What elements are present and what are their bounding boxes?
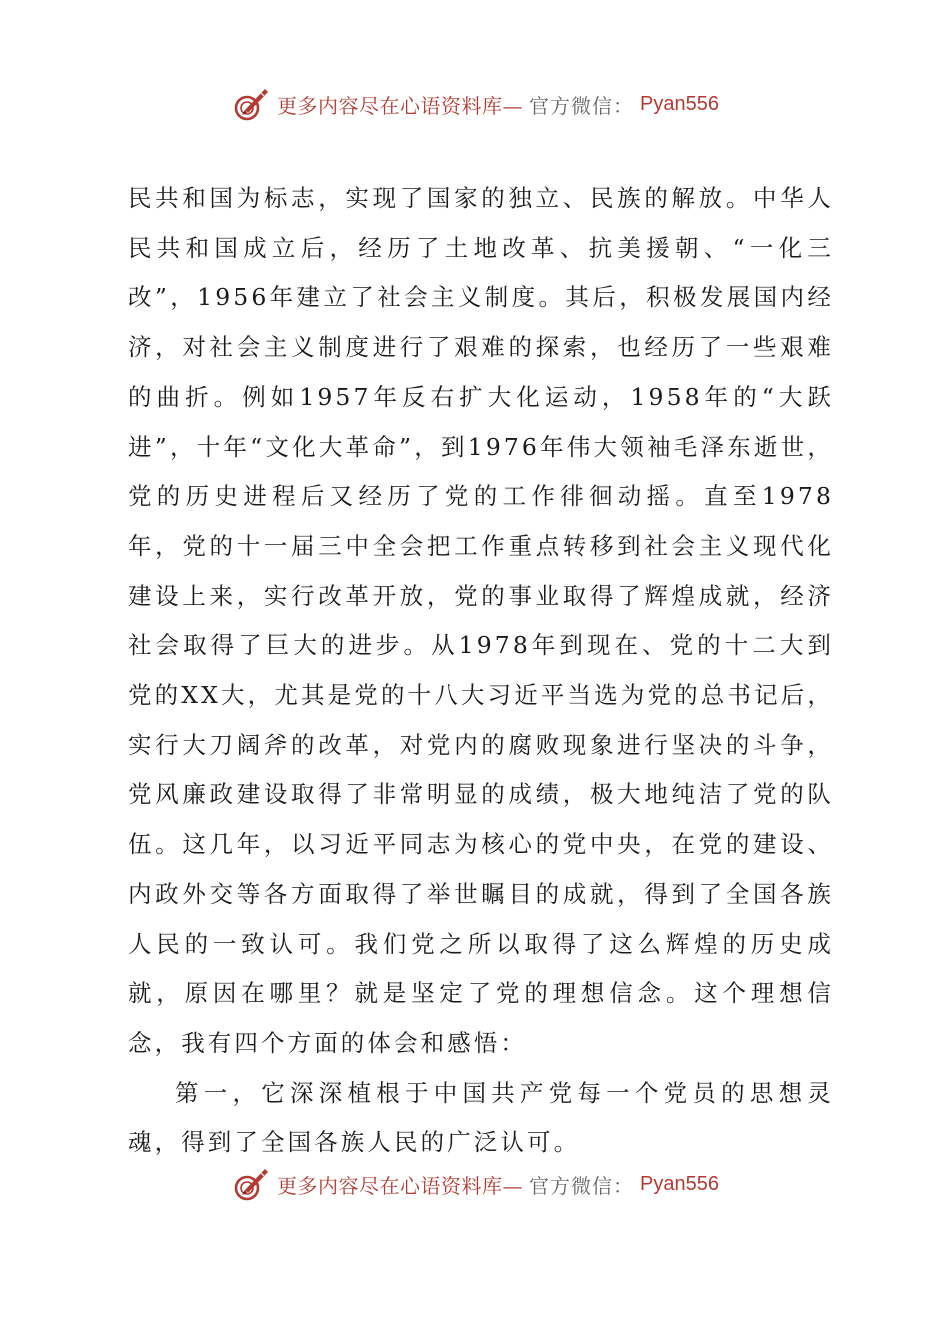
banner-slogan: 更多内容尽在心语资料库— bbox=[277, 93, 524, 118]
banner-slogan: 更多内容尽在心语资料库— bbox=[277, 1173, 524, 1198]
quill-logo-icon bbox=[231, 84, 271, 124]
banner-wechat-label: 官方微信： bbox=[529, 93, 635, 118]
banner-wechat-id: Pyan556 bbox=[640, 1172, 719, 1195]
footer-banner bbox=[0, 1162, 950, 1206]
document-body bbox=[128, 174, 834, 1168]
body-paragraph: 民共和国为标志，实现了国家的独立、民族的解放。中华人民共和国成立后，经历了土地改革、抗美援朝、“一化三改”，1956年建立了社会主义制度。其后，积极发展国内经济，对社会主义制度进行了艰难的探索，也经历了一些艰难的曲折。例如1957年反右扩大化运动，1958年的“大跃进”，十年“文化大革命”，到1976年伟大领袖毛泽东逝世，党的历史进程后又经历了党的工作徘徊动摇。直至1978年，党的十一届三中全会把工作重点转移到社会主义现代化建设上来，实行改革开放，党的事业取得了辉煌成就，经济社会取得了巨大的进步。从1978年到现在、党的十二大到党的XX大，尤其是党的十八大习近平当选为党的总书记后，实行大刀阔斧的改革，对党内的腐败现象进行坚决的斗争，党风廉政建设取得了非常明显的成绩，极大地纯洁了党的队伍。这几年，以习近平同志为核心的党中央，在党的建设、内政外交等各方面取得了举世瞩目的成就，得到了全国各族人民的一致认可。我们党之所以取得了这么辉煌的历史成就，原因在哪里？就是坚定了党的理想信念。这个理想信念，我有四个方面的体会和感悟： bbox=[128, 184, 834, 1057]
header-banner bbox=[0, 82, 950, 126]
body-paragraph: 第一，它深深植根于中国共产党每一个党员的思想灵魂，得到了全国各族人民的广泛认可。 bbox=[128, 1078, 834, 1157]
banner-wechat-label: 官方微信： bbox=[529, 1173, 635, 1198]
quill-logo-icon bbox=[231, 1164, 271, 1204]
banner-wechat-id: Pyan556 bbox=[640, 92, 719, 115]
